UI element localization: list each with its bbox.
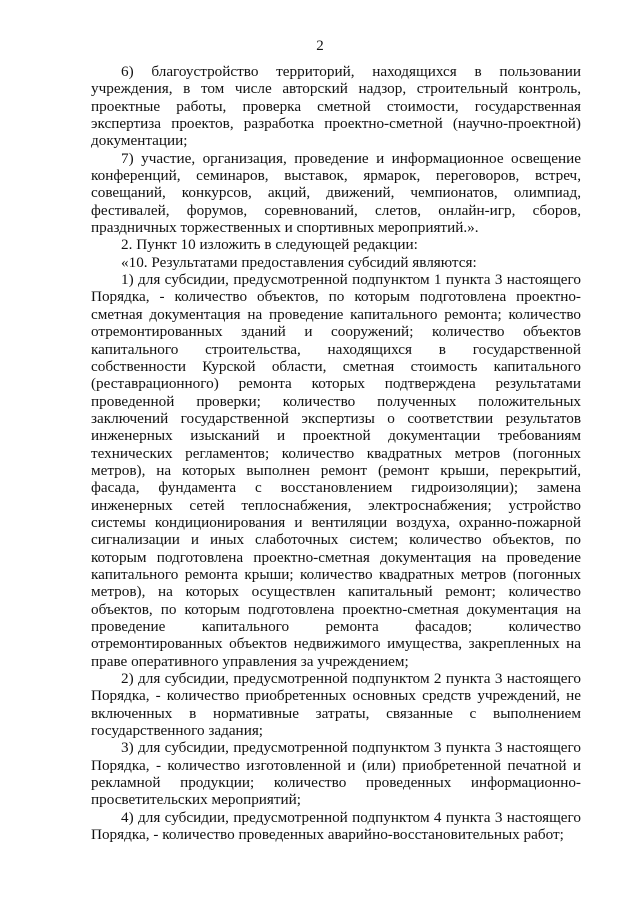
document-body bbox=[91, 63, 581, 843]
paragraph-subsidy-1: 1) для субсидии, предусмотренной подпунктом 1 пункта 3 настоящего Порядка, - количество объектов, по которым подготовлена проектно-сметная документация на проведение капитального ремонта; количество отремонтированных зданий и сооружений; количество объектов капитального строительства, находящихся в государственной собственности Курской области, сметная стоимость капитального (реставрационного) ремонта которых подтверждена результатами проведенной проверки; количество полученных положительных заключений государственной экспертизы о соответствии результатов инженерных изысканий и проектной документации требованиям технических регламентов; количество квадратных метров (погонных метров), на которых выполнен ремонт (ремонт крыши, перекрытий, фасада, фундамента с восстановлением гидроизоляции); замена инженерных сетей теплоснабжения, электроснабжения; устройство системы кондиционирования и вентиляции воздуха, охранно-пожарной сигнализации и иных слаботочных систем; количество объектов, по которым подготовлена проектно-сметная документация на проведение капитального ремонта крыши; количество квадратных метров (погонных метров), на которых осуществлен капитальный ремонт; количество объектов, по которым подготовлена проектно-сметная документация на проведение капитального ремонта фасадов; количество отремонтированных объектов недвижимого имущества, закрепленных на праве оперативного управления за учреждением; bbox=[91, 271, 581, 670]
paragraph-subsidy-3: 3) для субсидии, предусмотренной подпунктом 3 пункта 3 настоящего Порядка, - количество изготовленной и (или) приобретенной печатной и рекламной продукции; количество проведенных информационно-просветительских мероприятий; bbox=[91, 739, 581, 809]
paragraph-point-10-heading: «10. Результатами предоставления субсидий являются: bbox=[121, 253, 477, 271]
paragraph-subsidy-4: 4) для субсидии, предусмотренной подпунктом 4 пункта 3 настоящего Порядка, - количество проведенных аварийно-восстановительных работ; bbox=[91, 808, 581, 844]
paragraph-item-6: 6) благоустройство территорий, находящихся в пользовании учреждения, в том числе авторский надзор, строительный контроль, проектные работы, проверка сметной стоимости, государственная экспертиза проектов, разработка проектно-сметной (научно-проектной) документации; bbox=[91, 63, 581, 150]
page-number: 2 bbox=[316, 38, 324, 54]
paragraph-item-7: 7) участие, организация, проведение и информационное освещение конференций, семинаров, выставок, ярмарок, переговоров, встреч, совещаний, конкурсов, акций, движений, чемпионатов, олимпиад, фестивалей, форумов, соревнований, слетов, онлайн-игр, сборов, праздничных торжественных и спортивных мероприятий.». bbox=[91, 149, 581, 237]
paragraph-amendment-2: 2. Пункт 10 изложить в следующей редакции: bbox=[121, 236, 418, 254]
paragraph-subsidy-2: 2) для субсидии, предусмотренной подпунктом 2 пункта 3 настоящего Порядка, - количество приобретенных основных средств учреждений, не включенных в нормативные затраты, связанные с выполнением государственного задания; bbox=[91, 670, 581, 740]
